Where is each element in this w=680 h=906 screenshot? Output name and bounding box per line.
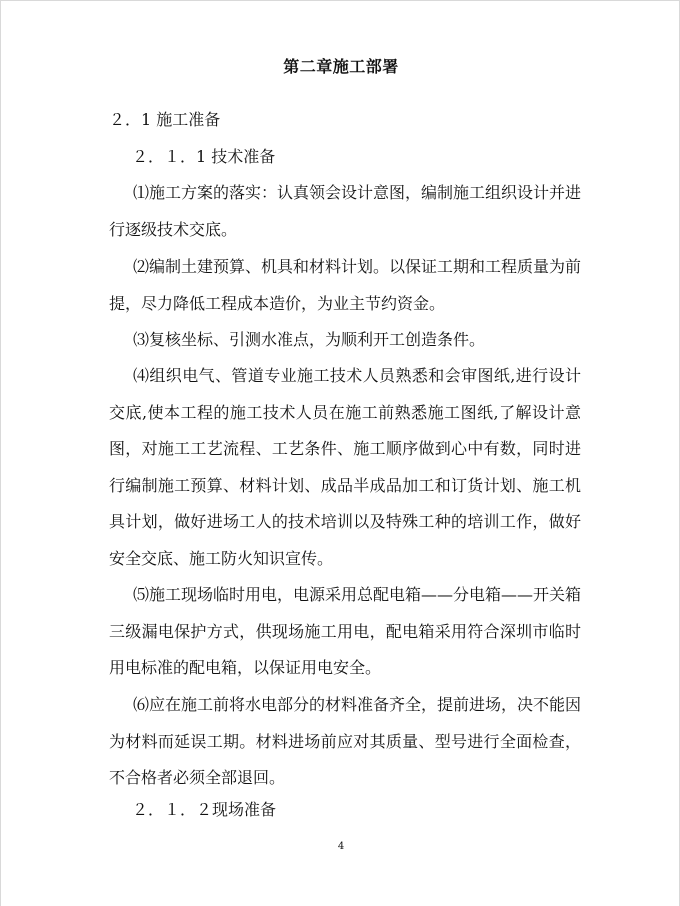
paragraph-4: ⑷组织电气、管道专业施工技术人员熟悉和会审图纸,进行设计交底,使本工程的施工技术人员在施工前熟悉施工图纸,了解设计意图，对施工工艺流程、工艺条件、施工顺序做到心中有数，同时进行编制施工预算、材料计划、成品半成品加工和订货计划、施工机具计划，做好进场工人的技术培训以及特殊工种的培训工作，做好安全交底、施工防火知识宣传。 (109, 366, 581, 568)
paragraph-2: ⑵编制土建预算、机具和材料计划。以保证工期和工程质量为前提，尽力降低工程成本造价，为业主节约资金。 (109, 257, 582, 313)
chapter-title: 第二章施工部署 (283, 57, 399, 76)
paragraph-5: ⑸施工现场临时用电，电源采用总配电箱——分电箱——开关箱三级漏电保护方式，供现场施工用电，配电箱采用符合深圳市临时用电标准的配电箱，以保证用电安全。 (109, 585, 582, 677)
subsection-heading-site: ２．１．２现场准备 (132, 800, 277, 819)
section-heading: ２．1 施工准备 (109, 110, 221, 129)
paragraph-3: ⑶复核坐标、引测水准点，为顺利开工创造条件。 (133, 330, 486, 349)
paragraph-6: ⑹应在施工前将水电部分的材料准备齐全，提前进场，决不能因为材料而延误工期。材料进场前应对其质量、型号进行全面检查，不合格者必须全部退回。 (109, 695, 582, 787)
page-number: 4 (337, 841, 345, 852)
paragraph-1: ⑴施工方案的落实：认真领会设计意图，编制施工组织设计并进行逐级技术交底。 (109, 183, 582, 239)
subsection-heading-technical: ２．１．1 技术准备 (132, 147, 276, 166)
